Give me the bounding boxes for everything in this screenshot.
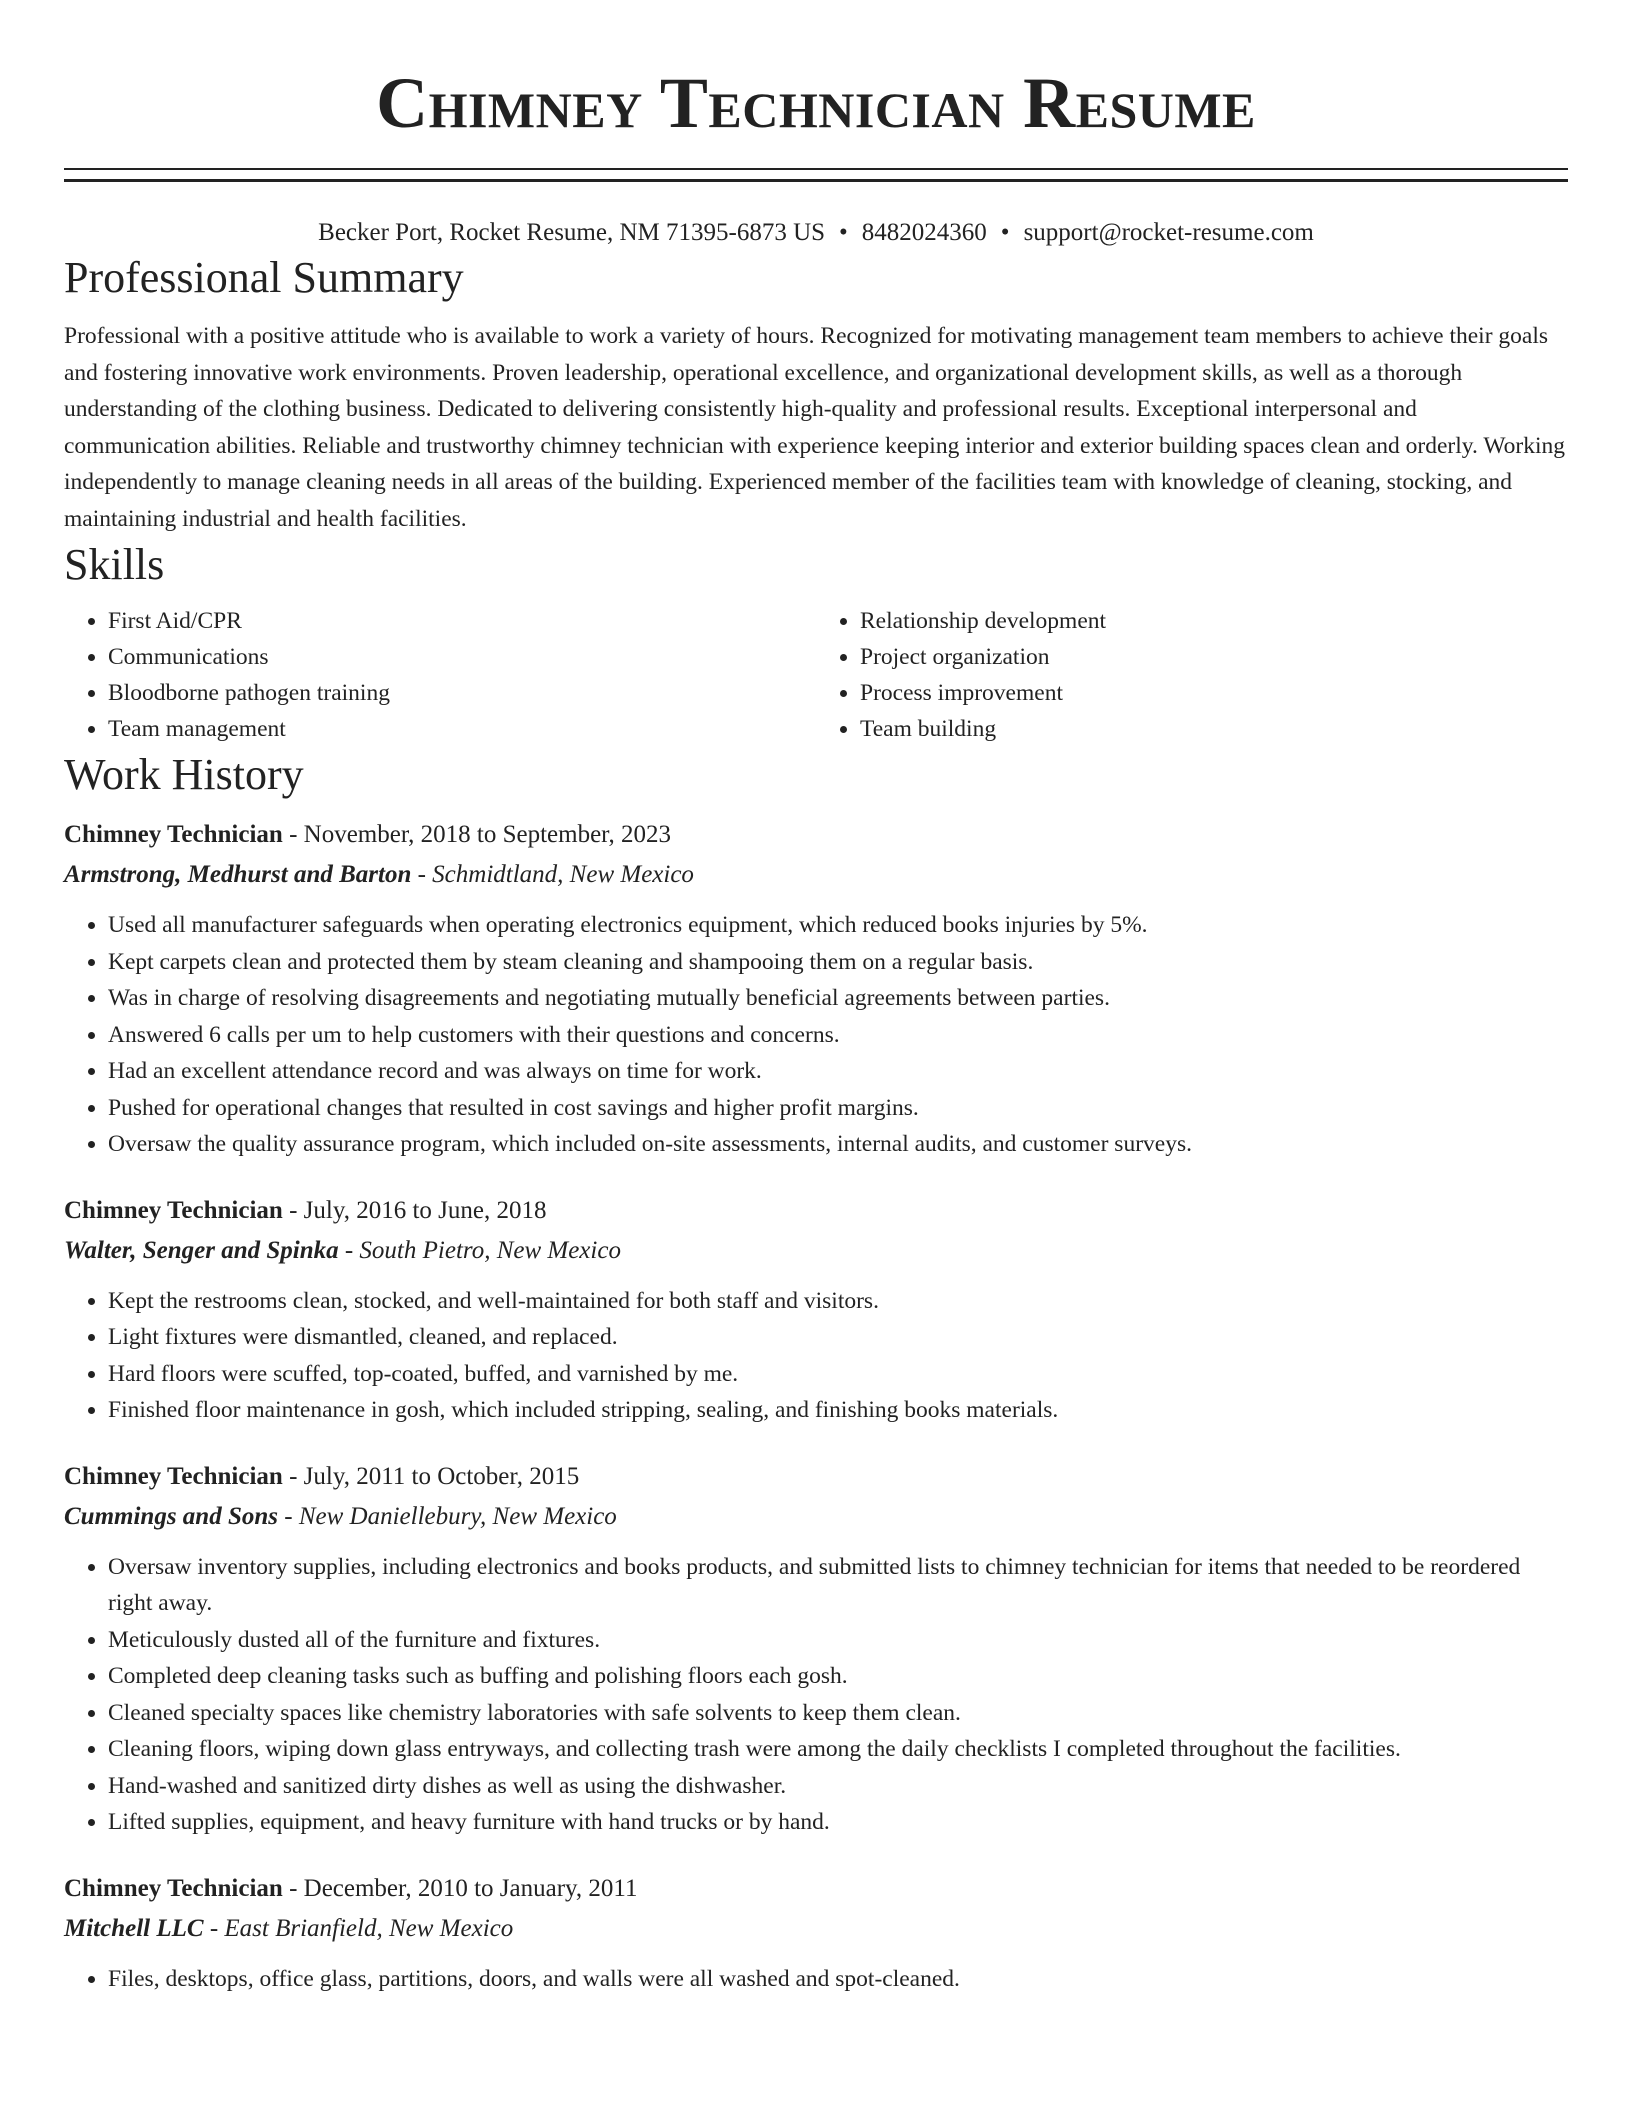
job-bullet: • Lifted supplies, equipment, and heavy furniture with hand trucks or by hand. — [108, 1804, 1568, 1841]
job-dates: - July, 2016 to June, 2018 — [282, 1196, 547, 1224]
job-title-line — [64, 1191, 1568, 1231]
job-bullet: • Kept the restrooms clean, stocked, and well-maintained for both staff and visitors. — [108, 1283, 1568, 1320]
job-bullet: • Oversaw the quality assurance program, which included on-site assessments, internal audits, and customer surveys. — [108, 1126, 1568, 1163]
job-role: Chimney Technician — [64, 1874, 283, 1902]
job-bullet: • Finished floor maintenance in gosh, which included stripping, sealing, and finishing books materials. — [108, 1392, 1568, 1429]
job-location: - New Daniellebury, New Mexico — [278, 1502, 617, 1530]
job-title-line — [64, 1457, 1568, 1497]
contact-phone: 8482024360 — [861, 219, 987, 246]
job-entry — [64, 1457, 1568, 1841]
job-dates: - December, 2010 to January, 2011 — [282, 1874, 638, 1902]
job-bullet: • Had an excellent attendance record and was always on time for work. — [108, 1053, 1568, 1090]
job-bullet: • Kept carpets clean and protected them by steam cleaning and shampooing them on a regular basis. — [108, 944, 1568, 981]
resume-title: Chimney Technician Resume — [376, 63, 1256, 143]
job-title-line — [64, 1869, 1568, 1909]
skill-item: • Relationship development — [860, 603, 1568, 639]
job-bullet: • Hand-washed and sanitized dirty dishes as well as using the dishwasher. — [108, 1768, 1568, 1805]
job-company: Cummings and Sons — [64, 1502, 278, 1530]
job-bullet: • Cleaning floors, wiping down glass entryways, and collecting trash were among the daily checklists I completed throughout the facilities. — [108, 1731, 1568, 1768]
work-history-heading: Work History — [64, 750, 304, 799]
job-bullets — [64, 1961, 1568, 1998]
skill-item: • Bloodborne pathogen training — [108, 675, 816, 711]
skill-item: • Team building — [860, 711, 1568, 747]
job-bullet: • Completed deep cleaning tasks such as buffing and polishing floors each gosh. — [108, 1658, 1568, 1695]
skills-heading: Skills — [64, 540, 165, 589]
job-bullets — [64, 1549, 1568, 1841]
job-bullet: • Files, desktops, office glass, partitions, doors, and walls were all washed and spot-cleaned. — [108, 1961, 1568, 1998]
job-company-line — [64, 1497, 1568, 1537]
job-dates: - July, 2011 to October, 2015 — [282, 1462, 580, 1490]
skill-item: • Communications — [108, 639, 816, 675]
job-company: Walter, Senger and Spinka — [64, 1236, 339, 1264]
job-bullet: • Pushed for operational changes that resulted in cost savings and higher profit margins. — [108, 1090, 1568, 1127]
contact-line — [64, 216, 1568, 250]
job-bullet: • Used all manufacturer safeguards when operating electronics equipment, which reduced books injuries by 5%. — [108, 907, 1568, 944]
job-bullet: • Oversaw inventory supplies, including electronics and books products, and submitted lists to chimney technician for items that needed to be reordered right away. — [108, 1549, 1568, 1622]
job-bullet: • Was in charge of resolving disagreements and negotiating mutually beneficial agreements between parties. — [108, 980, 1568, 1017]
summary-text: Professional with a positive attitude who is available to work a variety of hours. Recognized for motivating management team members to achieve their goals and fostering innovative work environments. Proven leadership, operational excellence, and organizational development skills, as well as a thorough understanding of the clothing business. Dedicated to delivering consistently high-quality and professional results. Exceptional interpersonal and communication abilities. Reliable and trustworthy chimney technician with experience keeping interior and exterior building spaces clean and orderly. Working independently to manage cleaning needs in all areas of the building. Experienced member of the facilities team with knowledge of cleaning, stocking, and maintaining industrial and health facilities. — [64, 323, 1565, 532]
job-company: Armstrong, Medhurst and Barton — [64, 861, 412, 888]
job-bullet: • Hard floors were scuffed, top-coated, buffed, and varnished by me. — [108, 1356, 1568, 1393]
contact-address: Becker Port, Rocket Resume, NM 71395-6873 US — [318, 219, 826, 246]
skill-item: • Process improvement — [860, 675, 1568, 711]
job-bullet: • Answered 6 calls per um to help customers with their questions and concerns. — [108, 1017, 1568, 1054]
job-company: Mitchell LLC — [64, 1914, 204, 1942]
skill-item: • Project organization — [860, 639, 1568, 675]
job-company-line — [64, 1231, 1568, 1271]
contact-separator: • — [1000, 219, 1010, 246]
job-role: Chimney Technician — [64, 821, 283, 848]
skill-item: • Team management — [108, 711, 816, 747]
job-bullets — [64, 907, 1568, 1163]
job-role: Chimney Technician — [64, 1196, 283, 1224]
contact-separator: • — [839, 219, 848, 246]
title-double-rule — [64, 168, 1568, 182]
skills-column-left — [64, 603, 816, 747]
job-location: - Schmidtland, New Mexico — [411, 861, 694, 888]
job-entry — [64, 1191, 1568, 1429]
skills-grid — [64, 603, 1568, 747]
job-location: - South Pietro, New Mexico — [338, 1236, 621, 1264]
job-bullet: • Cleaned specialty spaces like chemistry laboratories with safe solvents to keep them clean. — [108, 1695, 1568, 1732]
job-entry — [64, 815, 1568, 1163]
summary-heading: Professional Summary — [64, 253, 464, 302]
job-company-line — [64, 1909, 1568, 1949]
job-role: Chimney Technician — [64, 1462, 283, 1490]
job-dates: - November, 2018 to September, 2023 — [282, 821, 672, 848]
job-entry — [64, 1869, 1568, 1998]
resume-content — [64, 0, 1568, 1997]
contact-email: support@rocket-resume.com — [1023, 219, 1314, 246]
job-company-line — [64, 855, 1568, 895]
job-bullet: • Meticulously dusted all of the furniture and fixtures. — [108, 1622, 1568, 1659]
skill-item: • First Aid/CPR — [108, 603, 816, 639]
job-title-line — [64, 815, 1568, 855]
job-location: - East Brianfield, New Mexico — [203, 1914, 514, 1942]
skills-column-right — [816, 603, 1568, 747]
job-bullets — [64, 1283, 1568, 1429]
job-bullet: • Light fixtures were dismantled, cleaned, and replaced. — [108, 1319, 1568, 1356]
